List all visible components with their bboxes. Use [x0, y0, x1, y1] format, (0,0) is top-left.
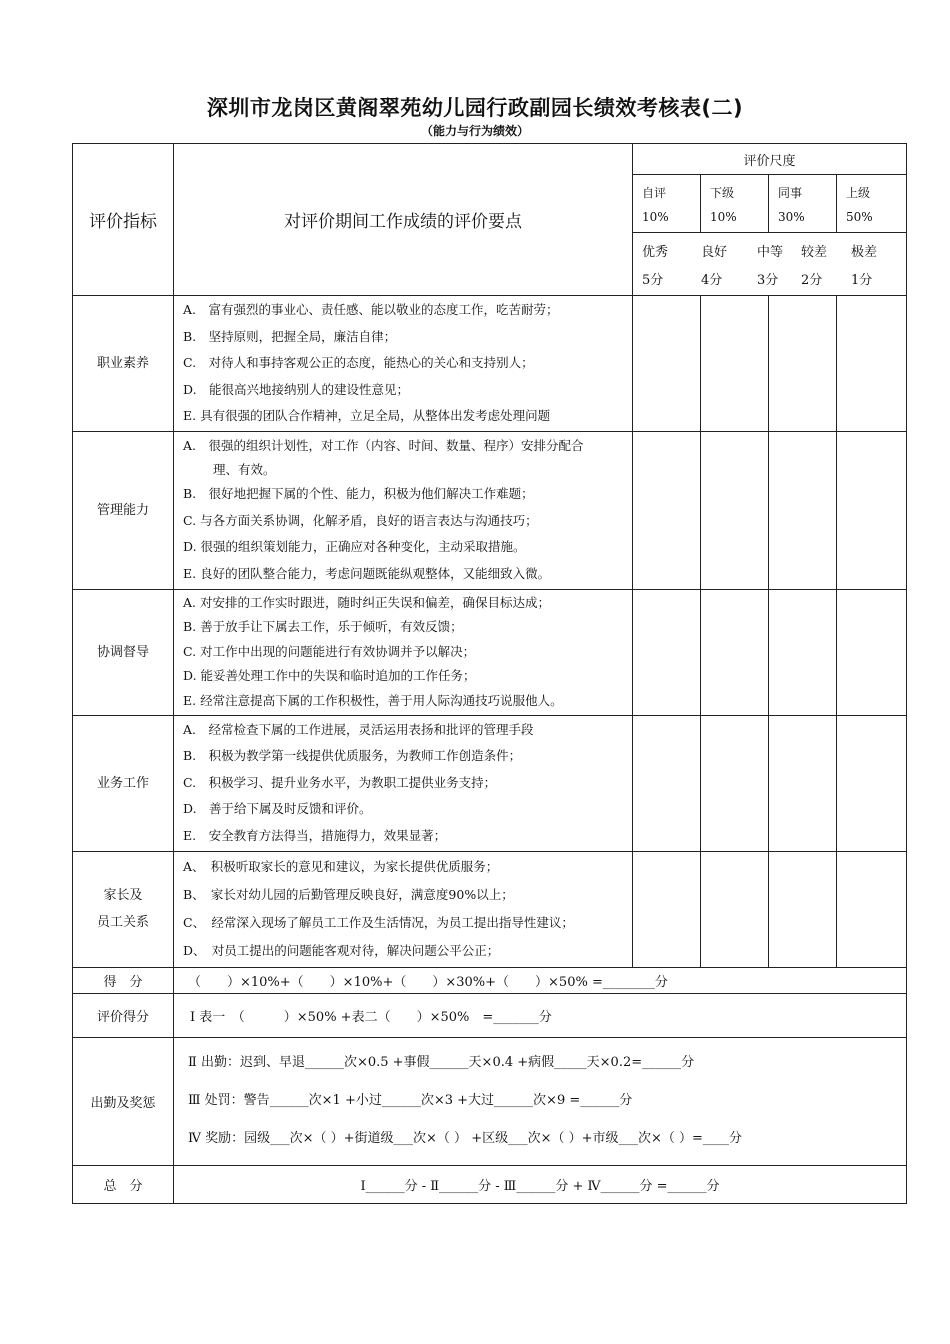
criterion-item: D. 很强的组织策划能力，正确应对各种变化，主动采取措施。 — [183, 539, 526, 554]
score-cell-self[interactable] — [633, 715, 701, 851]
score-cell-self[interactable] — [633, 851, 701, 967]
criteria-professionalism — [174, 296, 633, 432]
section-row-relations — [73, 851, 907, 967]
attendance-label: 出勤及奖惩 — [73, 1037, 174, 1165]
form-title: 深圳市龙岗区黄阁翠苑幼儿园行政副园长绩效考核表(二) — [206, 96, 744, 120]
criterion-item: A. 对安排的工作实时跟进，随时纠正失误和偏差，确保目标达成； — [183, 594, 550, 610]
score-cell-self[interactable] — [633, 296, 701, 432]
criterion-item: D. 善于给下属及时反馈和评价。 — [183, 801, 372, 816]
score-cell-superior[interactable] — [837, 431, 907, 589]
level-excellent: 优秀 — [642, 245, 669, 260]
eval-formula[interactable]: Ⅰ 表一 （ ）×50% +表二（ ）×50% =_______分 — [174, 993, 907, 1037]
score-cell-superior[interactable] — [837, 715, 907, 851]
score-cell-superior[interactable] — [837, 589, 907, 715]
attendance-lines — [174, 1037, 907, 1165]
section-row-management — [73, 431, 907, 589]
criterion-item: C. 与各方面关系协调，化解矛盾，良好的语言表达与沟通技巧； — [183, 512, 538, 528]
reward-line[interactable]: Ⅳ 奖励：园级___次×（ ）+街道级___次×（ ） +区级___次×（ ）+市级___次×（ ）=____分 — [188, 1131, 742, 1146]
category-relations: 家长及 员工关系 — [73, 851, 174, 967]
score-cell-subordinate[interactable] — [701, 851, 769, 967]
criterion-item: A、 积极听取家长的意见和建议，为家长提供优质服务； — [183, 858, 499, 874]
level-good: 良好 — [701, 245, 728, 260]
header-indicator: 评价指标 — [73, 144, 174, 296]
eval-label: 评价得分 — [73, 993, 174, 1037]
score-4: 4分 — [701, 273, 723, 288]
score-cell-subordinate[interactable] — [701, 431, 769, 589]
level-very-poor: 极差 — [851, 245, 878, 260]
score-cell-subordinate[interactable] — [701, 296, 769, 432]
score-cell-colleague[interactable] — [769, 715, 837, 851]
criteria-relations — [174, 851, 633, 967]
eval-row — [73, 993, 907, 1037]
criterion-item: A. 富有强烈的事业心、责任感、能以敬业的态度工作，吃苦耐劳； — [183, 302, 559, 317]
category-business: 业务工作 — [73, 715, 174, 851]
criterion-item: E. 良好的团队整合能力，考虑问题既能纵观整体，又能细致入微。 — [183, 565, 551, 581]
criterion-item: B. 坚持原则，把握全局，廉洁自律； — [183, 328, 397, 344]
section-row-professionalism — [73, 296, 907, 432]
criterion-item: C. 积极学习、提升业务水平，为教职工提供业务支持； — [183, 774, 497, 790]
total-formula[interactable]: Ⅰ______分 - Ⅱ______分 - Ⅲ______分 + Ⅳ______分 =______分 — [174, 1165, 907, 1203]
criteria-management — [174, 431, 633, 589]
criterion-item: D、 对员工提出的问题能客观对待，解决问题公平公正； — [183, 942, 500, 958]
score-cell-colleague[interactable] — [769, 296, 837, 432]
section-row-coordination — [73, 589, 907, 715]
total-row — [73, 1165, 907, 1203]
evaluation-table — [72, 143, 907, 1204]
rater-colleague: 同事 30% — [769, 175, 837, 233]
form-subtitle: （能力与行为绩效） — [420, 124, 529, 138]
header-evaluation-points: 对评价期间工作成绩的评价要点 — [174, 144, 633, 296]
category-professionalism: 职业素养 — [73, 296, 174, 432]
level-average: 中等 — [757, 245, 784, 260]
penalty-line[interactable]: Ⅲ 处罚：警告______次×1 +小过______次×3 +大过______次×9 =______分 — [188, 1093, 633, 1108]
criterion-item: B. 善于放手让下属去工作，乐于倾听，有效反馈； — [183, 619, 463, 634]
score-cell-colleague[interactable] — [769, 589, 837, 715]
score-cell-superior[interactable] — [837, 296, 907, 432]
criterion-item: C. 对待人和事持客观公正的态度，能热心的关心和支持别人； — [183, 355, 534, 370]
criterion-item: D. 能妥善处理工作中的失误和临时追加的工作任务； — [183, 668, 476, 683]
criterion-item: E. 经常注意提高下属的工作积极性，善于用人际沟通技巧说服他人。 — [183, 692, 563, 708]
rater-subordinate: 下级 10% — [701, 175, 769, 233]
criterion-item-continuation: 理、有效。 — [213, 462, 276, 477]
score-label: 得 分 — [73, 967, 174, 993]
category-coordination: 协调督导 — [73, 589, 174, 715]
criterion-item: A. 很强的组织计划性，对工作（内容、时间、数量、程序）安排分配合 — [183, 437, 584, 453]
rater-superior: 上级 50% — [837, 175, 907, 233]
criterion-item: C、 经常深入现场了解员工工作及生活情况，为员工提出指导性建议； — [183, 914, 574, 930]
score-3: 3分 — [757, 273, 779, 288]
score-formula[interactable]: （ ）×10%+（ ）×10%+（ ）×30%+（ ）×50% =________分 — [174, 967, 907, 993]
attendance-line[interactable]: Ⅱ 出勤：迟到、早退______次×0.5 +事假______天×0.4 +病假_____天×0.2=______分 — [188, 1055, 695, 1070]
score-cell-self[interactable] — [633, 589, 701, 715]
criterion-item: B. 很好地把握下属的个性、能力，积极为他们解决工作难题； — [183, 486, 534, 501]
score-cell-colleague[interactable] — [769, 851, 837, 967]
attendance-row — [73, 1037, 907, 1165]
criterion-item: A. 经常检查下属的工作进展，灵活运用表扬和批评的管理手段 — [183, 721, 534, 737]
criterion-item: B. 积极为教学第一线提供优质服务，为教师工作创造条件； — [183, 748, 522, 763]
criterion-item: B、 家长对幼儿园的后勤管理反映良好，满意度90%以上； — [183, 886, 514, 902]
criterion-item: C. 对工作中出现的问题能进行有效协调并予以解决； — [183, 643, 476, 659]
criterion-item: E. 安全教育方法得当，措施得力，效果显著； — [183, 827, 447, 843]
total-label: 总 分 — [73, 1165, 174, 1203]
score-cell-subordinate[interactable] — [701, 715, 769, 851]
criteria-coordination — [174, 589, 633, 715]
score-2: 2分 — [801, 273, 823, 288]
score-cell-colleague[interactable] — [769, 431, 837, 589]
rating-levels — [633, 233, 907, 296]
score-5: 5分 — [642, 273, 664, 288]
criterion-item: E. 具有很强的团队合作精神，立足全局，从整体出发考虑处理问题 — [183, 408, 551, 423]
level-poor: 较差 — [801, 245, 828, 260]
category-management: 管理能力 — [73, 431, 174, 589]
score-cell-subordinate[interactable] — [701, 589, 769, 715]
section-row-business — [73, 715, 907, 851]
criterion-item: D. 能很高兴地接纳别人的建设性意见； — [183, 381, 410, 397]
header-rating-scale: 评价尺度 — [633, 144, 907, 175]
score-cell-superior[interactable] — [837, 851, 907, 967]
rater-self: 自评 10% — [633, 175, 701, 233]
criteria-business — [174, 715, 633, 851]
score-1: 1分 — [851, 273, 873, 288]
score-cell-self[interactable] — [633, 431, 701, 589]
score-row — [73, 967, 907, 993]
